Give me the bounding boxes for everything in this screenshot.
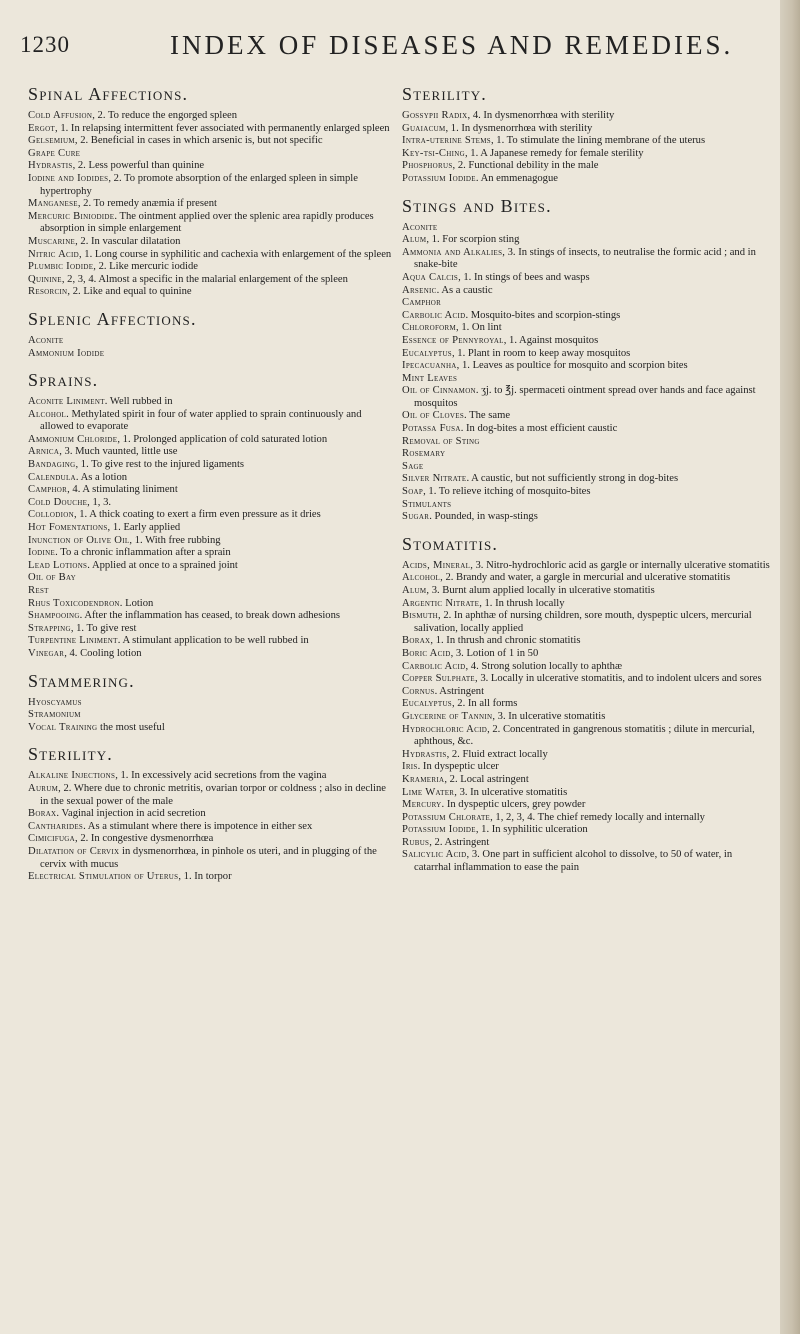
index-entry	[28, 648, 396, 661]
entry-term: Stramonium	[28, 709, 81, 721]
index-entry	[28, 871, 396, 884]
index-entry	[402, 686, 770, 699]
entry-term: Argentic Nitrate	[402, 597, 480, 609]
entry-term: Arnica	[28, 446, 60, 458]
section-heading: Splenic Affections.	[28, 308, 197, 329]
entry-term: Hydrastis	[28, 160, 73, 172]
entry-term: Plumbic Iodide	[28, 261, 94, 273]
entry-term: Strapping	[28, 622, 71, 634]
index-entry	[402, 749, 770, 762]
entry-term: Silver Nitrate	[402, 473, 467, 485]
index-entry	[28, 348, 396, 361]
entry-description: , 1. A Japanese remedy for female sterility	[465, 147, 644, 159]
entry-term: Vocal Training	[28, 721, 98, 733]
entry-description: , 3. One part in sufficient alcohol to dissolve, to 50 of water, in catarrhal inflammation to ease the pain	[414, 849, 733, 874]
index-entry	[402, 572, 770, 585]
section-splenic-affections	[28, 309, 396, 360]
entry-term: Chloroform	[402, 322, 457, 334]
entry-description: , 1. Long course in syphilitic and cachexia with enlargement of the spleen	[79, 248, 392, 260]
index-entry	[28, 572, 396, 585]
index-entry	[402, 711, 770, 724]
index-entry	[402, 648, 770, 661]
entry-description: , 4. A stimulating liniment	[67, 484, 178, 496]
entry-description: , 3. Lotion of 1 in 50	[450, 647, 539, 659]
entry-description: , 2, 3, 4. Almost a specific in the malarial enlargement of the spleen	[61, 273, 348, 285]
section-heading: Sterility.	[28, 744, 113, 765]
entry-term: Ammonium Chloride	[28, 433, 118, 445]
index-entry	[402, 499, 770, 512]
entry-term: Camphor	[402, 297, 442, 309]
entry-description: . A caustic, but not sufficiently strong in dog-bites	[466, 473, 679, 485]
entry-term: Ipecacuanha	[402, 360, 457, 372]
index-entry	[28, 198, 396, 211]
entry-term: Ammonium Iodide	[28, 347, 105, 359]
entry-description: . Lotion	[119, 597, 154, 609]
index-entry	[402, 135, 770, 148]
entry-term: Oil of Cinnamon	[402, 385, 476, 397]
index-entry	[402, 673, 770, 686]
index-entry	[402, 234, 770, 247]
entry-term: Nitric Acid	[28, 248, 79, 260]
index-entry	[28, 497, 396, 510]
entry-term: Krameria	[402, 773, 445, 785]
index-entry	[402, 824, 770, 837]
index-entry	[28, 697, 396, 710]
index-entry	[402, 272, 770, 285]
entry-term: Electrical Stimulation of Uterus	[28, 871, 179, 883]
entry-term: Copper Sulphate	[402, 673, 476, 685]
entry-term: Lime Water	[402, 786, 455, 798]
entry-description: . As a lotion	[75, 471, 128, 483]
entry-description: , 2. Brandy and water, a gargle in mercurial and ulcerative stomatitis	[440, 572, 731, 584]
entry-description: , 3. Burnt alum applied locally in ulcerative stomatitis	[426, 585, 655, 596]
entry-description: , 1. In torpor	[178, 871, 232, 883]
index-entry	[28, 585, 396, 598]
index-entry	[402, 436, 770, 449]
entry-term: Key-tsi-Ching	[402, 147, 465, 159]
entry-description: , 1. In relapsing intermittent fever associated with permanently enlarged spleen	[55, 122, 390, 134]
index-entry	[28, 173, 396, 198]
index-entry	[28, 135, 396, 148]
index-entry	[402, 849, 770, 874]
entry-term: Potassium Iodide	[402, 824, 476, 836]
index-entry	[28, 522, 396, 535]
index-entry	[28, 833, 396, 846]
index-entry	[402, 473, 770, 486]
entry-description: , 1. In thrush and chronic stomatitis	[430, 635, 581, 647]
entry-description: , 3. Nitro-hydrochloric acid as gargle or internally ulcerative stomatitis	[470, 559, 770, 571]
entry-term: Ammonia and Alkalies	[402, 246, 503, 258]
entry-term: Potassa Fusa	[402, 423, 461, 435]
entry-term: Lead Lotions	[28, 559, 88, 571]
index-entry	[402, 410, 770, 423]
entry-term: Cold Affusion	[28, 110, 93, 121]
entry-term: Rubus	[402, 836, 430, 848]
entry-description: , 2. In vascular dilatation	[75, 235, 181, 247]
entry-term: Manganese	[28, 198, 78, 210]
entry-term: Alcohol	[402, 572, 441, 584]
entry-term: Borax	[402, 635, 431, 647]
entry-term: Intra-uterine Stems	[402, 135, 491, 147]
entry-term: Aurum	[28, 782, 59, 794]
index-entry	[28, 547, 396, 560]
entry-description: in dysmenorrhœa, in pinhole os uteri, and in plugging of the cervix with mucus	[40, 845, 377, 870]
index-entry	[28, 148, 396, 161]
entry-term: Iodine and Iodides	[28, 172, 109, 184]
entry-term: Eucalyptus	[402, 347, 452, 359]
section-heading: Stammering.	[28, 670, 135, 691]
entry-description: , 1. In dysmenorrhœa with sterility	[445, 122, 593, 134]
index-entry	[28, 261, 396, 274]
index-entry	[28, 446, 396, 459]
index-entry	[402, 123, 770, 136]
entry-description: the most useful	[97, 721, 165, 733]
index-entry	[402, 698, 770, 711]
index-entry	[28, 808, 396, 821]
index-entry	[28, 472, 396, 485]
entry-description: . In dyspeptic ulcers, grey powder	[441, 799, 586, 811]
entry-description: , 1, 2, 3, 4. The chief remedy locally and internally	[490, 811, 705, 823]
index-entry	[402, 598, 770, 611]
entry-term: Hyoscyamus	[28, 696, 82, 708]
entry-term: Arsenic	[402, 284, 437, 296]
index-entry	[28, 396, 396, 409]
index-entry	[28, 236, 396, 249]
entry-description: , 1. Early applied	[107, 522, 181, 534]
entry-term: Carbolic Acid	[402, 309, 466, 321]
entry-term: Glycerine of Tannin	[402, 710, 493, 722]
entry-description: , 2. Astringent	[429, 836, 490, 848]
index-entry	[402, 297, 770, 310]
index-entry	[28, 249, 396, 262]
section-stammering	[28, 671, 396, 735]
entry-description: , 2. Fluid extract locally	[446, 748, 548, 760]
index-entry	[402, 610, 770, 635]
section-sprains	[28, 370, 396, 660]
index-entry	[402, 585, 770, 598]
entry-description: , 1, 3.	[87, 496, 112, 508]
entry-term: Turpentine Liniment	[28, 635, 118, 647]
entry-term: Gossypii Radix	[402, 110, 468, 121]
entry-term: Sage	[402, 460, 424, 472]
entry-description: , 1. A thick coating to exert a firm even pressure as it dries	[73, 509, 321, 521]
entry-term: Resorcin	[28, 286, 68, 298]
entry-description: , 1. With free rubbing	[129, 534, 221, 546]
entry-description: , 2. Concentrated in gangrenous stomatitis ; dilute in mercurial, aphthous, &c.	[414, 723, 755, 748]
entry-term: Oil of Bay	[28, 572, 77, 584]
index-entry	[402, 812, 770, 825]
index-entry	[402, 774, 770, 787]
page-edge	[780, 0, 800, 1334]
entry-description: , 3. In ulcerative stomatitis	[454, 786, 568, 798]
entry-description: , 2. To reduce the engorged spleen	[92, 110, 238, 121]
index-entry	[402, 461, 770, 474]
entry-description: , 1. To give rest to the injured ligaments	[75, 459, 245, 471]
running-title: INDEX OF DISEASES AND REMEDIES.	[170, 30, 734, 60]
entry-description: , 2. Like mercuric iodide	[93, 261, 198, 273]
index-entry	[28, 211, 396, 236]
index-entry	[402, 247, 770, 272]
entry-description: , 2. Functional debility in the male	[452, 160, 599, 172]
index-entry	[28, 335, 396, 348]
entry-description: . An emmenagogue	[475, 172, 558, 184]
index-entry	[28, 286, 396, 299]
entry-term: Inunction of Olive Oil	[28, 534, 130, 546]
entry-description: , 2. In aphthæ of nursing children, sore mouth, dyspeptic ulcers, mercurial salivation, locally applied	[414, 610, 752, 634]
index-entry	[402, 148, 770, 161]
index-entry	[28, 560, 396, 573]
entry-term: Alum	[402, 585, 427, 596]
entry-term: Alum	[402, 234, 427, 246]
entry-description: , 1. In thrush locally	[479, 597, 565, 609]
index-entry	[402, 511, 770, 524]
entry-term: Rest	[28, 585, 49, 596]
entry-term: Acids, Mineral	[402, 559, 471, 571]
section-heading: Spinal Affections.	[28, 84, 189, 104]
entry-description: , 1. Plant in room to keep away mosquitos	[452, 347, 631, 359]
index-entry	[28, 110, 396, 123]
entry-description: , 1. Prolonged application of cold saturated lotion	[117, 433, 328, 445]
entry-term: Oil of Cloves	[402, 410, 465, 422]
left-column	[28, 84, 396, 894]
index-entry	[28, 535, 396, 548]
section-sterility	[28, 744, 396, 883]
entry-description: . After the inflammation has ceased, to break down adhesions	[79, 610, 341, 622]
entry-description: , 2. Beneficial in cases in which arsenic is, but not specific	[74, 135, 323, 147]
entry-term: Stimulants	[402, 498, 452, 510]
index-entry	[28, 709, 396, 722]
entry-term: Cornus	[402, 685, 435, 697]
index-entry	[402, 661, 770, 674]
index-entry	[28, 274, 396, 287]
index-entry	[28, 484, 396, 497]
index-entry	[402, 173, 770, 186]
entry-description: . In dog-bites a most efficient caustic	[460, 423, 618, 435]
entry-term: Hydrochloric Acid	[402, 723, 488, 735]
entry-term: Potassium Chlorate	[402, 811, 491, 823]
entry-description: , 2. To remedy anæmia if present	[77, 198, 217, 210]
index-entry	[28, 610, 396, 623]
entry-term: Mint Leaves	[402, 372, 458, 384]
index-entry	[402, 560, 770, 573]
entry-term: Alcohol	[28, 408, 67, 420]
section-sterility	[402, 84, 770, 186]
entry-term: Aqua Calcis	[402, 271, 459, 283]
index-entry	[402, 222, 770, 235]
index-entry	[28, 409, 396, 434]
index-entry	[28, 434, 396, 447]
entry-description: . Applied at once to a sprained joint	[87, 559, 238, 571]
entry-description: , 3. Locally in ulcerative stomatitis, and to indolent ulcers and sores	[475, 673, 762, 685]
index-entry	[28, 846, 396, 871]
entry-description: , 3. In stings of insects, to neutralise the formic acid ; and in snake-bite	[414, 246, 756, 271]
entry-description: , 2. Less powerful than quinine	[72, 160, 205, 172]
index-entry	[28, 783, 396, 808]
index-entry	[402, 373, 770, 386]
entry-term: Removal of Sting	[402, 435, 480, 447]
entry-description: . To a chronic inflammation after a sprain	[55, 547, 231, 559]
entry-description: , 1. For scorpion sting	[426, 234, 520, 246]
page-header	[0, 30, 780, 66]
entry-term: Boric Acid	[402, 647, 451, 659]
entry-description: . Mosquito-bites and scorpion-stings	[465, 309, 621, 321]
entry-description: , 3. Much vaunted, little use	[59, 446, 178, 458]
entry-description: , 4. In dysmenorrhœa with sterility	[467, 110, 615, 121]
entry-description: , 1. In syphilitic ulceration	[475, 824, 588, 836]
entry-term: Calendula	[28, 471, 76, 483]
entry-term: Aconite	[28, 334, 64, 346]
entry-description: . A stimulant application to be well rubbed in	[117, 635, 309, 647]
entry-term: Alkaline Injections	[28, 770, 116, 782]
index-entry	[402, 385, 770, 410]
entry-term: Camphor	[28, 484, 68, 496]
entry-term: Cantharides	[28, 820, 84, 832]
entry-description: , 2. Like and equal to quinine	[67, 286, 192, 298]
entry-term: Cold Douche	[28, 496, 88, 508]
entry-description: . Astringent	[434, 685, 485, 697]
entry-term: Ergot	[28, 122, 56, 134]
index-entry	[28, 821, 396, 834]
entry-term: Essence of Pennyroyal	[402, 334, 504, 346]
index-entry	[402, 837, 770, 850]
index-entry	[402, 799, 770, 812]
entry-description: , 2. To promote absorption of the enlarged spleen in simple hypertrophy	[40, 172, 358, 197]
index-entry	[28, 123, 396, 136]
entry-term: Vinegar	[28, 647, 65, 659]
index-entry	[28, 160, 396, 173]
section-heading: Stings and Bites.	[402, 195, 552, 216]
index-entry	[402, 486, 770, 499]
entry-description: , 1. Against mosquitos	[503, 334, 599, 346]
entry-term: Shampooing	[28, 610, 80, 622]
entry-term: Iodine	[28, 547, 56, 559]
entry-description: , 4. Cooling lotion	[64, 647, 142, 659]
entry-term: Mercury	[402, 799, 442, 811]
entry-term: Potassium Iodide	[402, 172, 476, 184]
entry-term: Eucalyptus	[402, 698, 452, 710]
entry-term: Salicylic Acid	[402, 849, 467, 861]
section-spinal-affections	[28, 84, 396, 299]
section-heading: Sterility.	[402, 84, 487, 104]
index-entry	[402, 360, 770, 373]
entry-description: . Vaginal injection in acid secretion	[56, 808, 206, 820]
entry-description: . Well rubbed in	[104, 396, 173, 408]
index-entry	[402, 761, 770, 774]
entry-term: Hydrastis	[402, 748, 447, 760]
entry-term: Aconite Liniment	[28, 396, 105, 408]
entry-description: , 2. Where due to chronic metritis, ovarian torpor or coldness ; also in decline in the sexual power of the male	[40, 782, 386, 807]
entry-description: , 1. In excessively acid secretions from the vagina	[115, 770, 327, 782]
entry-term: Collodion	[28, 509, 74, 521]
index-entry	[402, 423, 770, 436]
entry-term: Muscarine	[28, 235, 76, 247]
entry-term: Soap	[402, 486, 424, 498]
index-entry	[28, 722, 396, 735]
index-entry	[402, 285, 770, 298]
entry-term: Guaiacum	[402, 122, 446, 134]
entry-description: , 4. Strong solution locally to aphthæ	[465, 660, 623, 672]
index-entry	[402, 110, 770, 123]
entry-term: Borax	[28, 808, 57, 820]
index-entry	[28, 509, 396, 522]
entry-term: Bismuth	[402, 610, 439, 622]
index-entry	[402, 335, 770, 348]
entry-term: Rosemary	[402, 448, 446, 460]
page-number: 1230	[20, 32, 70, 57]
index-entry	[402, 724, 770, 749]
entry-description: , 1. On lint	[456, 322, 502, 334]
entry-description: , 1. In stings of bees and wasps	[458, 271, 590, 283]
index-entry	[402, 635, 770, 648]
entry-term: Carbolic Acid	[402, 660, 466, 672]
entry-description: . As a caustic	[436, 284, 493, 296]
section-stings-and-bites	[402, 196, 770, 524]
entry-term: Gelsemium	[28, 135, 75, 147]
entry-description: , 1. To give rest	[70, 622, 137, 634]
right-column	[402, 84, 770, 885]
entry-term: Aconite	[402, 221, 438, 233]
entry-description: , 2. Local astringent	[444, 773, 529, 785]
entry-term: Mercuric Biniodide	[28, 210, 115, 222]
entry-term: Quinine	[28, 273, 62, 285]
entry-term: Iris	[402, 761, 418, 773]
section-heading: Sprains.	[28, 370, 99, 391]
index-entry	[28, 598, 396, 611]
entry-term: Dilatation of Cervix	[28, 845, 120, 857]
index-entry	[28, 635, 396, 648]
entry-description: , 1. To stimulate the lining membrane of the uterus	[490, 135, 706, 147]
index-entry	[28, 459, 396, 472]
section-heading: Stomatitis.	[402, 533, 499, 554]
entry-term: Hot Fomentations	[28, 522, 108, 534]
entry-description: . The same	[464, 410, 511, 422]
entry-term: Bandaging	[28, 459, 76, 471]
entry-description: . As a stimulant where there is impotence in either sex	[83, 820, 313, 832]
index-entry	[402, 787, 770, 800]
entry-description: . Pounded, in wasp-stings	[429, 511, 538, 523]
entry-description: . ʒj. to ℥j. spermaceti ointment spread over hands and face against mosquitos	[414, 385, 756, 409]
entry-description: , 2. In all forms	[452, 698, 518, 710]
index-entry	[28, 623, 396, 636]
index-entry	[402, 322, 770, 335]
section-stomatitis	[402, 534, 770, 875]
entry-description: , 2. In congestive dysmenorrhœa	[75, 833, 214, 845]
entry-description: , 1. To relieve itching of mosquito-bites	[423, 486, 591, 498]
index-entry	[402, 348, 770, 361]
index-entry	[28, 770, 396, 783]
entry-term: Grape Cure	[28, 147, 81, 159]
entry-term: Cimicifuga	[28, 833, 76, 845]
index-entry	[402, 310, 770, 323]
entry-description: , 1. Leaves as poultice for mosquito and scorpion bites	[456, 360, 688, 372]
entry-description: . The ointment applied over the splenic area rapidly produces absorption in simple enlargement	[40, 210, 374, 235]
entry-description: , 3. In ulcerative stomatitis	[492, 710, 606, 722]
entry-term: Phosphorus	[402, 160, 453, 172]
index-entry	[402, 160, 770, 173]
index-entry	[402, 448, 770, 461]
entry-description: . In dyspeptic ulcer	[417, 761, 499, 773]
entry-description: . Methylated spirit in four of water applied to sprain continuously and allowed to evaporate	[40, 408, 362, 433]
entry-term: Rhus Toxicodendron	[28, 597, 120, 609]
entry-term: Sugar	[402, 511, 430, 523]
